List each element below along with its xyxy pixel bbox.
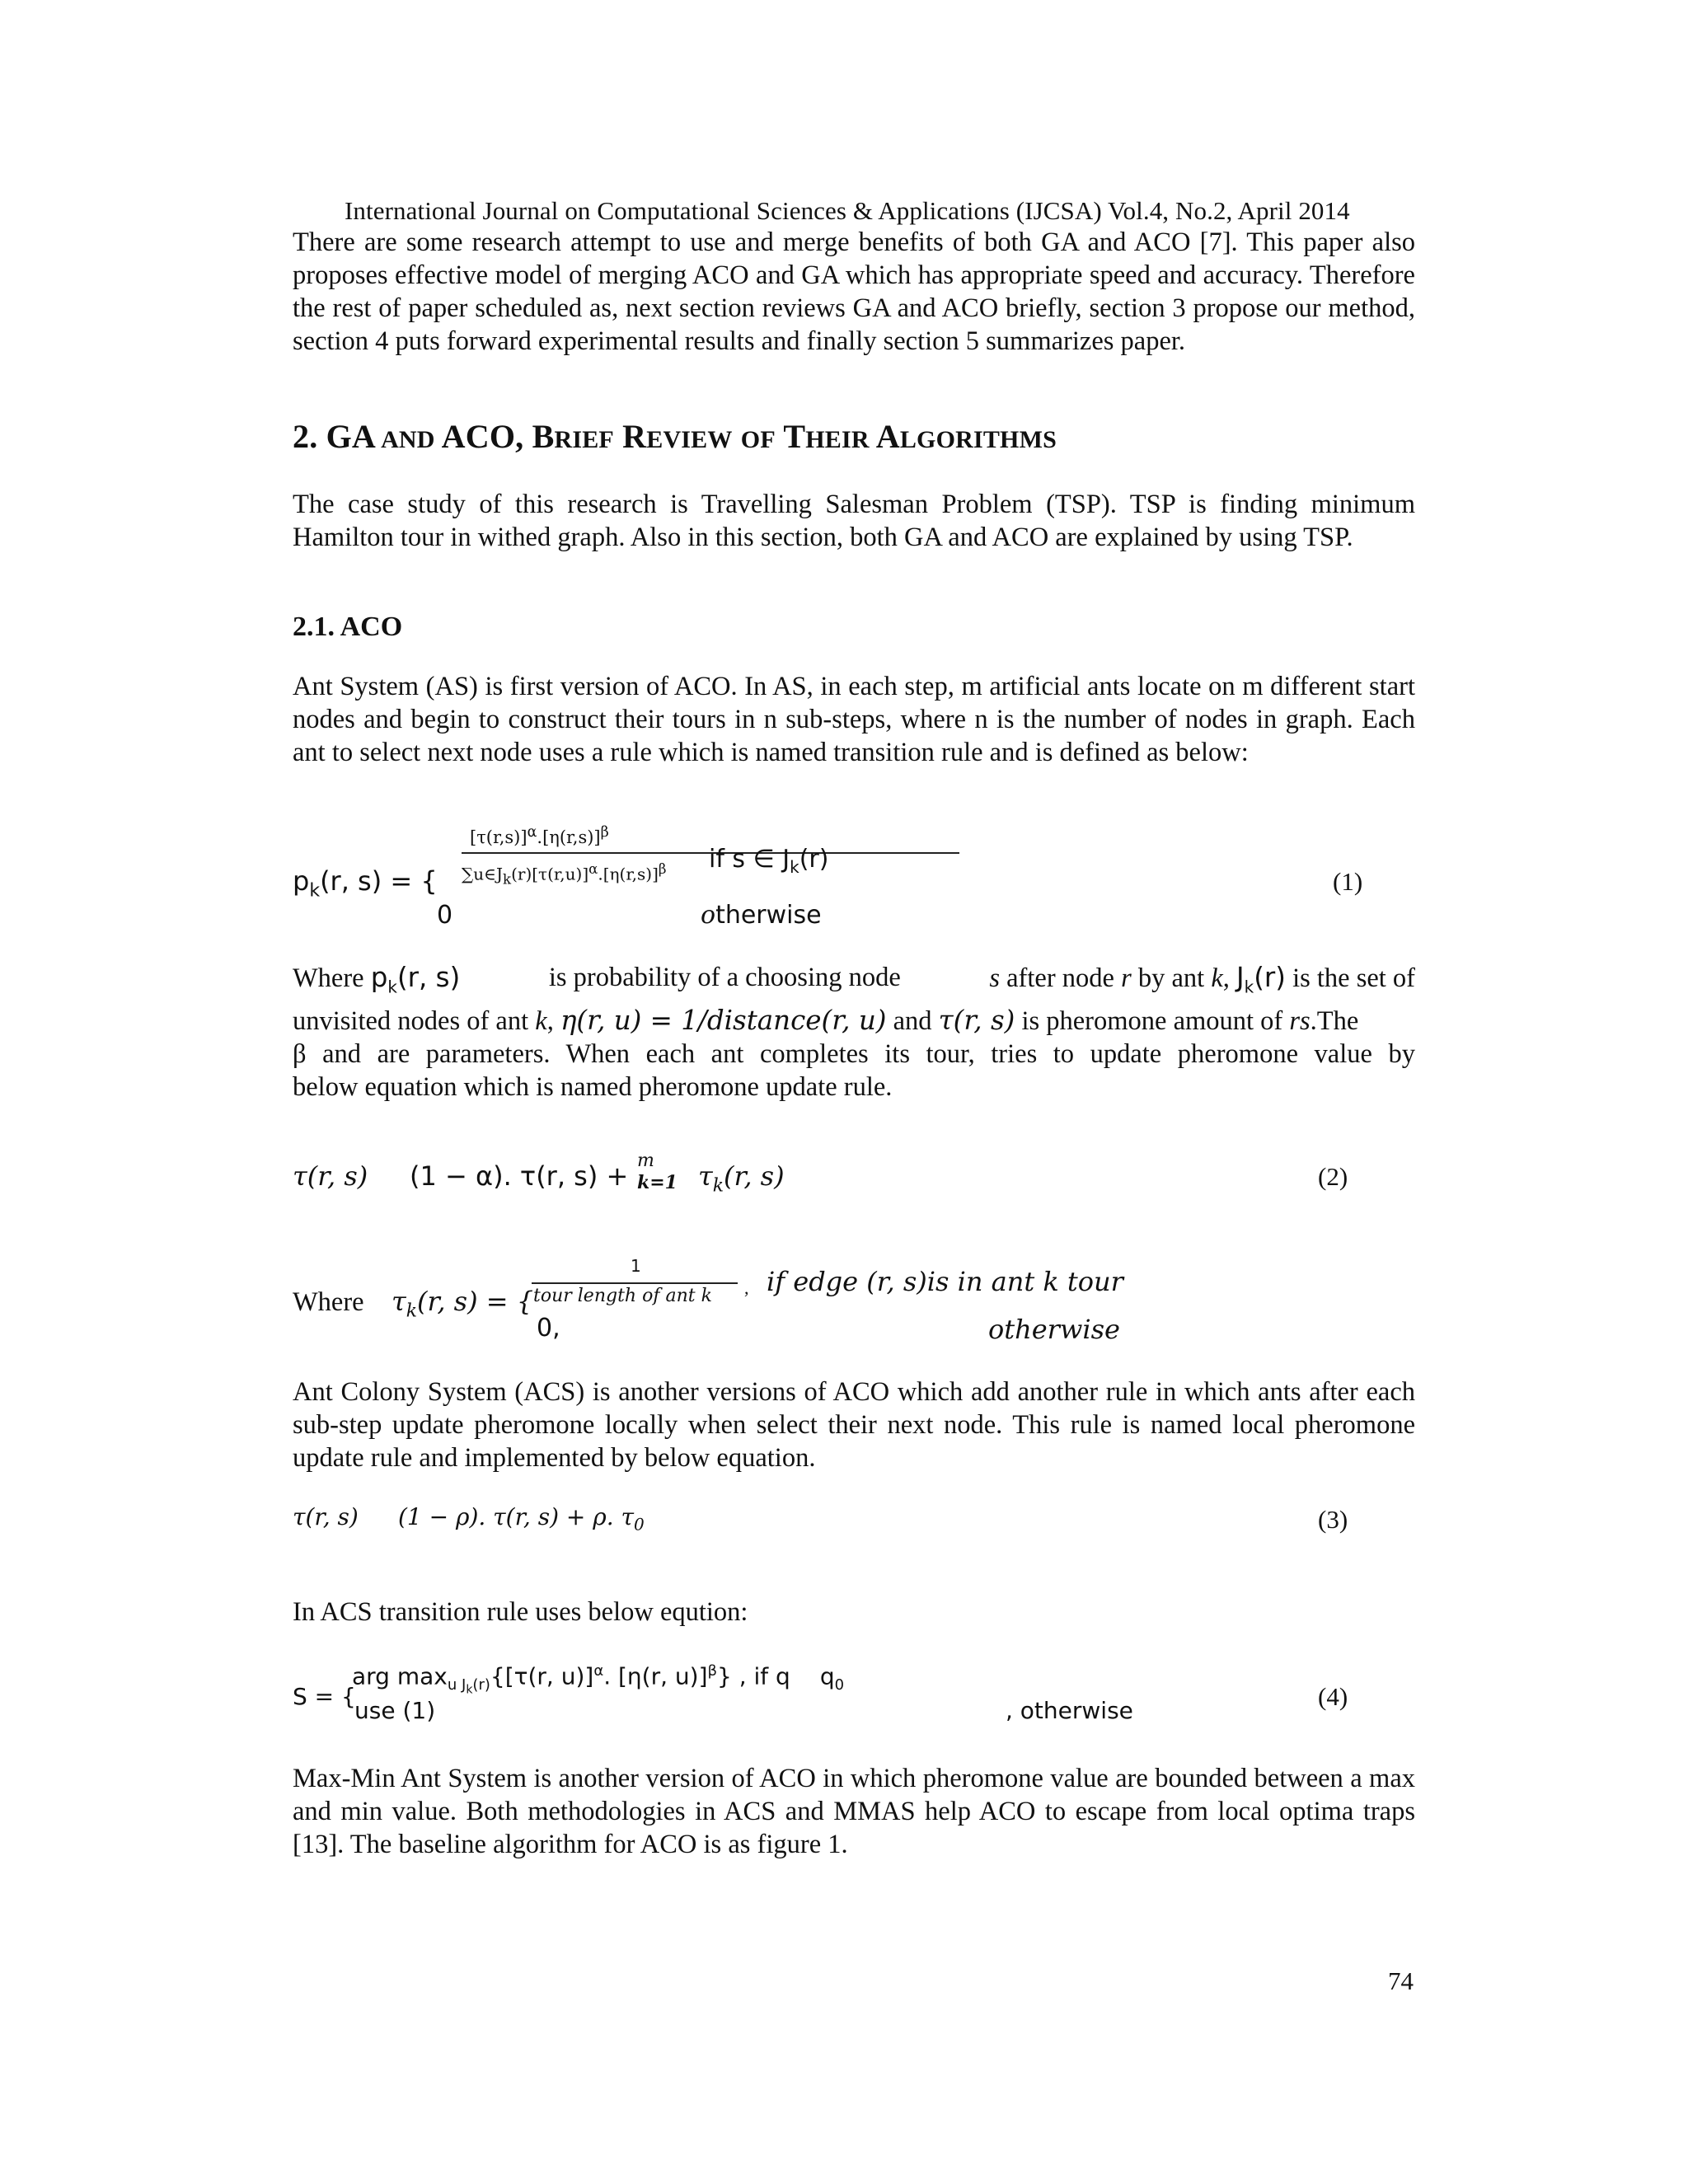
eq2-rhs: (1 − α). τ(r, s) + — [410, 1160, 629, 1192]
eq1-where-paragraph — [293, 961, 1415, 1104]
where1-line1: Where $p_k(r$, s) is probability of a choosing node s after node r by ant k, $J_k(r)$ is the set of — [293, 962, 1415, 997]
eq1-case1: if s ∈ $J_k(r)$ — [709, 845, 829, 877]
acs-transition-text: In ACS transition rule uses below eqution: — [293, 1597, 748, 1627]
eq2-tau-k: $\tau_k(r$, s) — [698, 1160, 785, 1197]
section-2-1-heading: 2.1. ACO — [293, 612, 403, 642]
equation-1 — [293, 824, 1415, 940]
eq2-where-label: Where — [293, 1287, 364, 1317]
eq1-numerator: $[\tau(r,s)]^\alpha.[\eta(r,s)]^\beta$ — [470, 824, 609, 847]
section-2-heading: 2. GA AND ACO, BRIEF REVIEW OF THEIR ALGORITHMS — [293, 418, 1057, 455]
eq4-number: (4) — [1318, 1682, 1348, 1711]
acs-paragraph: Ant Colony System (ACS) is another versions of ACO which add another rule in which ants after each sub-step update pheromone locally when select their next node. This rule is named local pheromone update rule and implemented by below equation. — [293, 1377, 1415, 1473]
eq2-where-num: 1 — [631, 1256, 641, 1276]
eq1-otherwise: otherwise — [701, 901, 822, 930]
eq2-where-fraction-bar — [532, 1282, 738, 1284]
eq2-where-case1: if edge (r, s)is in ant k tour — [767, 1266, 1123, 1297]
eq2-where — [293, 1253, 1415, 1343]
running-header: International Journal on Computational Sciences & Applications (IJCSA) Vol.4, No.2, April 2014 — [345, 196, 1350, 225]
eq2-where-case2: otherwise — [988, 1314, 1120, 1345]
where1-line4: below equation which is named pheromone update rule. — [293, 1071, 893, 1102]
eq2-where-den: tour length of ant k — [533, 1286, 712, 1306]
eq3-lhs: τ(r, s) — [293, 1503, 359, 1530]
mmas-paragraph: Max-Min Ant System is another version of ACO in which pheromone value are bounded between a max and min value. Both methodologies in ACS and MMAS help ACO to escape from local optima traps [13]. The baseline algorithm for ACO is as figure 1. — [293, 1764, 1415, 1859]
equation-4 — [293, 1661, 1415, 1743]
eq1-zero: 0 — [437, 901, 453, 930]
eq2-sum-bottom: k=1 — [637, 1172, 678, 1193]
eq4-line1: arg $\max_{u J_k(r)}\{[\tau(r$, u)]$^\alpha$. [η(r, u)]$^\beta$} , if q $q_0$ — [352, 1662, 845, 1697]
equation-3 — [293, 1502, 1415, 1543]
eq2-where-zero: 0, — [537, 1314, 560, 1343]
eq1-number: (1) — [1333, 867, 1363, 896]
eq3-rhs: (1 − ρ). τ(r, s) + ρ. $\tau_0$ — [398, 1503, 645, 1535]
eq1-denominator: $\sum u\in J_k(r)[\tau(r,u)]^\alpha.[\eta(r,s)]^\beta$ — [462, 861, 667, 888]
eq4-line2-b: , otherwise — [1006, 1697, 1133, 1724]
equation-2 — [293, 1151, 1415, 1212]
where1-line2: unvisited nodes of ant k, η(r, u) = 1/distance(r, u) and τ(r, s) is pheromone amount of rs.The — [293, 1004, 1359, 1036]
eq2-where-comma: , — [744, 1277, 749, 1298]
eq2-lhs: τ(r, s) — [293, 1160, 368, 1192]
eq2-number: (2) — [1318, 1162, 1348, 1191]
where1-line3: β and are parameters. When each ant completes its tour, tries to update pheromone value by — [293, 1038, 1415, 1069]
eq4-line2-a: use (1) — [354, 1697, 436, 1724]
eq1-lhs: $p_k(r$, s) = { — [293, 865, 438, 902]
eq3-number: (3) — [1318, 1505, 1348, 1534]
intro-paragraph: There are some research attempt to use and merge benefits of both GA and ACO [7]. This paper also proposes effective model of merging ACO and GA which has appropriate speed and accuracy. Therefore the rest of paper scheduled as, next section reviews GA and ACO briefly, section 3 propose our method, section 4 puts forward experimental results and finally section 5 summarizes paper. — [293, 227, 1415, 356]
page-number: 74 — [1388, 1966, 1414, 1995]
eq2-where-lhs: $\tau_k(r$, s) = { — [392, 1286, 534, 1322]
section-2-paragraph: The case study of this research is Travelling Salesman Problem (TSP). TSP is finding minimum Hamilton tour in withed graph. Also in this section, both GA and ACO are explained by using TSP. — [293, 490, 1415, 552]
section-2-1-paragraph: Ant System (AS) is first version of ACO. In AS, in each step, m artificial ants locate on m different start nodes and begin to construct their tours in n sub-steps, where n is the number of nodes in graph. Each ant to select next node uses a rule which is named transition rule and is defined as below: — [293, 672, 1415, 767]
eq4-lhs: S = { — [293, 1683, 356, 1710]
eq2-sum-top: m — [637, 1151, 654, 1171]
